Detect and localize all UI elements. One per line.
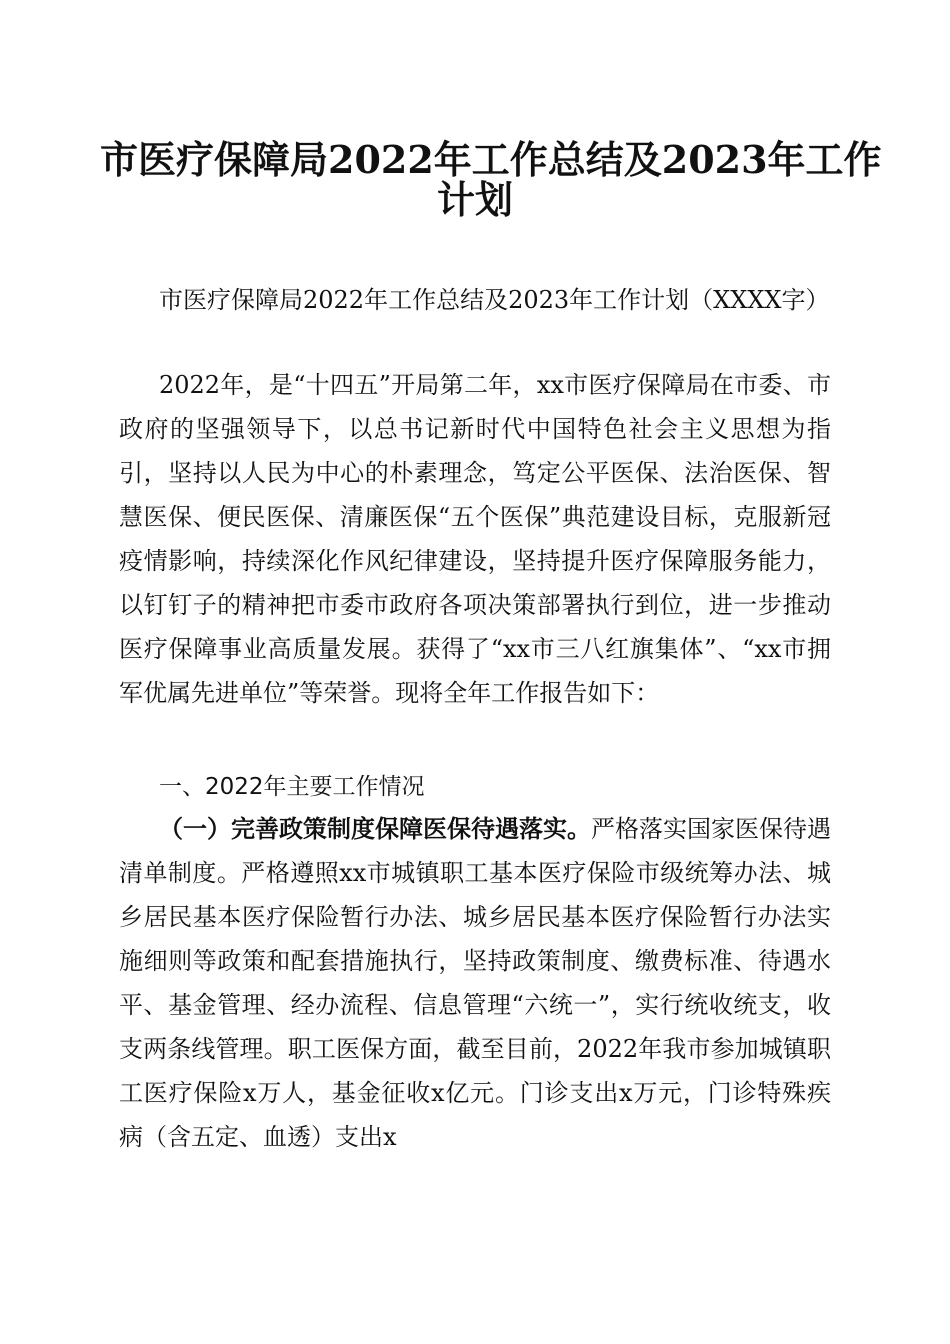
document-title-line-1: 市医疗保障局2022年工作总结及2023年工作 xyxy=(100,137,882,182)
overview-text: 2022年，是“十四五”开局第二年，xx市医疗保障局在市委、市政府的坚强领导下，以总书记新时代中国特色社会主义思想为指引，坚持以人民为中心的朴素理念，笃定公平医保、法治医保、智慧医保、便民医保、清廉医保“五个医保”典范建设目标，克服新冠疫情影响，持续深化作风纪律建设，坚持提升医疗保障服务能力，以钉钉子的精神把市委市政府各项决策部署执行到位，进一步推动医疗保障事业高质量发展。获得了“xx市三八红旗集体”、“xx市拥军优属先进单位”等荣誉。现将全年工作报告如下： xyxy=(119,371,831,707)
section-heading: 一、2022年主要工作情况 xyxy=(159,774,425,800)
subsection-text: 严格落实国家医保待遇清单制度。严格遵照xx市城镇职工基本医疗保险市级统筹办法、城乡居民基本医疗保险暂行办法、城乡居民基本医疗保险暂行办法实施细则等政策和配套措施执行，坚持政策制度、缴费标准、待遇水平、基金管理、经办流程、信息管理“六统一”，实行统收统支，收支两条线管理。职工医保方面，截至目前，2022年我市参加城镇职工医疗保险x万人，基金征收x亿元。门诊支出x万元，门诊特殊疾病（含五定、血透）支出x xyxy=(119,815,831,1151)
document-title-line-2: 计划 xyxy=(436,177,513,222)
subsection-heading: （一）完善政策制度保障医保待遇落实。 xyxy=(159,814,591,843)
subsection-paragraph xyxy=(119,807,831,1159)
intro-paragraph xyxy=(119,278,831,322)
overview-paragraph xyxy=(119,363,831,715)
intro-text: 市医疗保障局2022年工作总结及2023年工作计划（XXXX字） xyxy=(159,286,830,314)
subsection-content xyxy=(119,807,831,1159)
